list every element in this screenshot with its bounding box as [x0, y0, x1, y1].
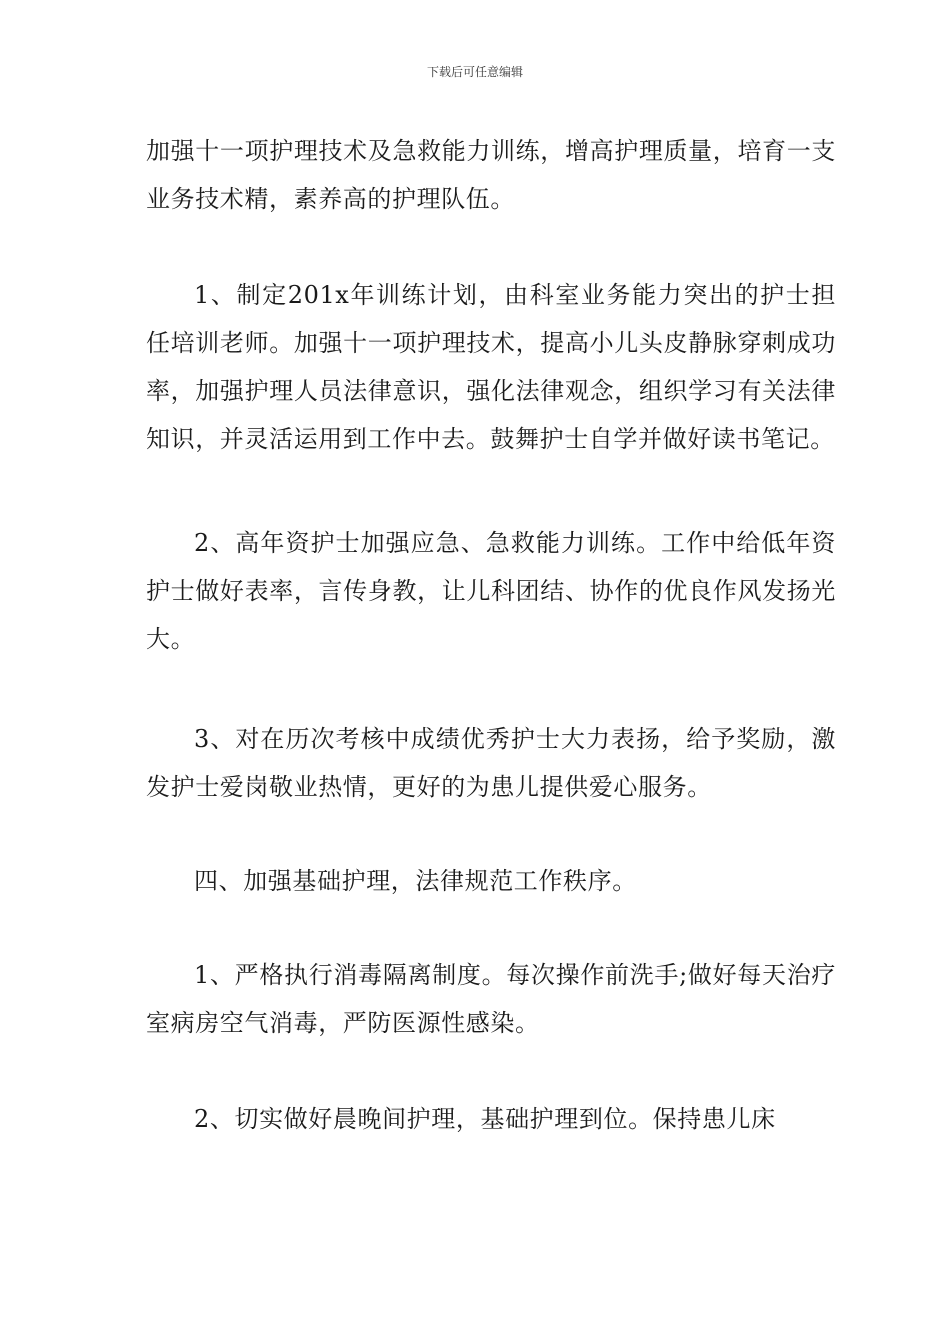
paragraph-item-3-rewards: 3、对在历次考核中成绩优秀护士大力表扬，给予奖励，激发护士爱岗敬业热情，更好的为患儿提供爱心服务。: [146, 725, 836, 801]
paragraph-item-2-basic-care: 2、切实做好晨晚间护理，基础护理到位。保持患儿床: [194, 1105, 776, 1133]
paragraph-item-1-disinfection: 1、严格执行消毒隔离制度。每次操作前洗手;做好每天治疗室病房空气消毒，严防医源性感染。: [146, 961, 836, 1037]
section-heading-four: 四、加强基础护理，法律规范工作秩序。: [194, 867, 637, 895]
paragraph-item-2-senior-nurses: 2、高年资护士加强应急、急救能力训练。工作中给低年资护士做好表率，言传身教，让儿科团结、协作的优良作风发扬光大。: [146, 529, 836, 653]
paragraph-item-1-training-plan: 1、制定201x年训练计划，由科室业务能力突出的护士担任培训老师。加强十一项护理技术，提高小儿头皮静脉穿刺成功率，加强护理人员法律意识，强化法律观念，组织学习有关法律知识，并灵活运用到工作中去。鼓舞护士自学并做好读书笔记。: [146, 281, 836, 453]
document-body: [146, 127, 836, 1143]
paragraph-intro: 加强十一项护理技术及急救能力训练，增高护理质量，培育一支业务技术精，素养高的护理队伍。: [146, 137, 836, 213]
page-header-note: 下载后可任意编辑: [426, 65, 523, 79]
